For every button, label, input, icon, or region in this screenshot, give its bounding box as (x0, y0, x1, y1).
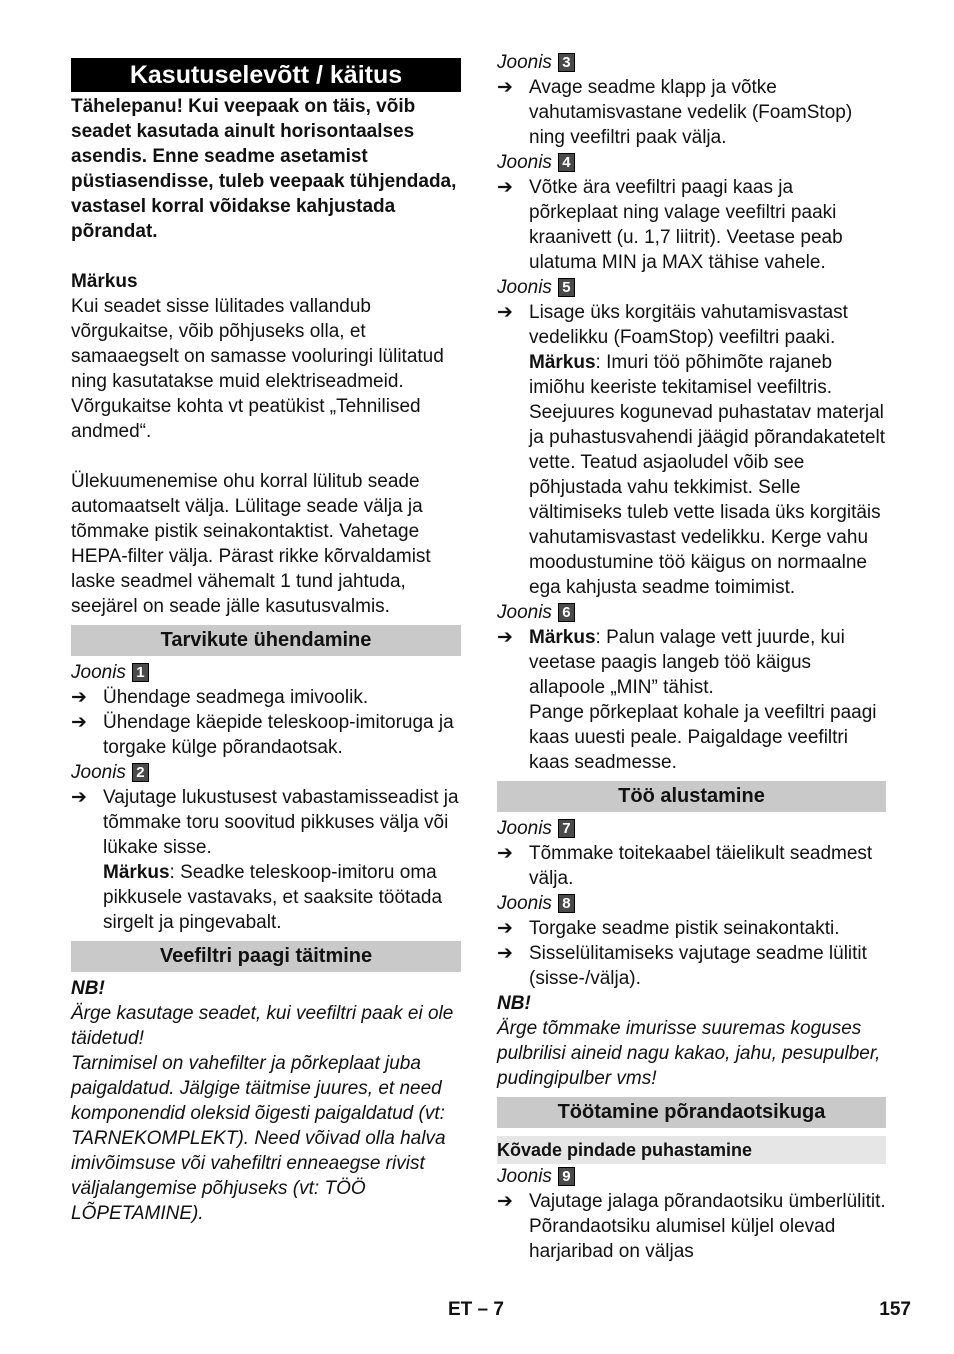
figure-label: Joonis (497, 277, 552, 298)
overheat-text: Ülekuumenemise ohu korral lülitub seade automaatselt välja. Lülitage seade välja ja tõmmake pistik seinakontaktist. Vahetage HEPA-filter välja. Pärast rikke kõrvaldamist laske seadmel vähemalt 1 tund jahtuda, seejärel on seade jälle kasutusvalmis. (71, 471, 431, 617)
section-heading-water-filter: Veefiltri paagi täitmine (71, 941, 461, 972)
right-column (497, 50, 886, 1264)
step-item (497, 1189, 886, 1264)
arrow-right-icon: ➔ (71, 787, 87, 808)
arrow-right-icon: ➔ (497, 177, 513, 198)
figure-ref (497, 600, 886, 625)
footer-page-number: 157 (879, 1299, 911, 1320)
nb-label: NB! (71, 978, 105, 999)
figure-ref (497, 816, 886, 841)
step-item (497, 625, 886, 775)
figure-label: Joonis (71, 662, 126, 683)
section-heading-start: Töö alustamine (497, 781, 886, 812)
figure-ref (497, 275, 886, 300)
step-text: Pange põrkeplaat kohale ja veefiltri paagi kaas uuesti peale. Paigaldage veefiltri kaas seadmesse. (529, 702, 877, 773)
figure-number: 4 (558, 153, 575, 172)
figure-label: Joonis (71, 762, 126, 783)
figure-ref (497, 891, 886, 916)
step-text: Sisselülitamiseks vajutage seadme lülitit (sisse-/välja). (529, 943, 867, 989)
step-item (497, 75, 886, 150)
subsection-heading-hard-floors: Kõvade pindade puhastamine (497, 1136, 886, 1164)
figure-label: Joonis (497, 818, 552, 839)
figure-number: 1 (132, 663, 149, 682)
note-label: Märkus (103, 862, 170, 883)
figure-number: 8 (558, 894, 575, 913)
step-text: Võtke ära veefiltri paagi kaas ja põrkeplaat ning valage veefiltri paaki kraanivett (u. 1,7 liitrit). Veetase peab ulatuma MIN ja MAX tähise vahele. (529, 177, 843, 273)
step-item (497, 300, 886, 600)
figure-ref (71, 760, 461, 785)
figure-label: Joonis (497, 52, 552, 73)
nb-text: Tarnimisel on vahefilter ja põrkeplaat juba paigaldatud. Jälgige täitmise juures, et need komponendid oleksid õigesti paigaldatud (vt: TARNEKOMPLEKT). Need võivad olla halva imivõimsuse või vahefiltri enneaegse rivist väljalangemise põhjuseks (vt: TÖÖ LÕPETAMINE). (71, 1053, 446, 1224)
figure-ref (497, 150, 886, 175)
figure-number: 6 (558, 603, 575, 622)
figure-ref (497, 1164, 886, 1189)
step-text: Torgake seadme pistik seinakontakti. (529, 918, 840, 939)
note-label: Märkus (529, 627, 596, 648)
arrow-right-icon: ➔ (497, 302, 513, 323)
note-label: Märkus (529, 352, 596, 373)
arrow-right-icon: ➔ (497, 1191, 513, 1212)
figure-number: 7 (558, 819, 575, 838)
step-text: Ühendage seadmega imivoolik. (103, 687, 369, 708)
figure-ref (497, 50, 886, 75)
arrow-right-icon: ➔ (497, 843, 513, 864)
footer-language-page: ET – 7 (448, 1299, 504, 1320)
note-heading: Märkus (71, 271, 138, 292)
figure-number: 3 (558, 53, 575, 72)
section-heading-accessories: Tarvikute ühendamine (71, 625, 461, 656)
figure-number: 2 (132, 763, 149, 782)
arrow-right-icon: ➔ (71, 687, 87, 708)
step-item (497, 841, 886, 891)
step-text: Lisage üks korgitäis vahutamisvastast vedelikku (FoamStop) veefiltri paaki. (529, 302, 848, 348)
nb-text: Ärge tõmmake imurisse suuremas koguses pulbrilisi aineid nagu kakao, jahu, pesupulber, pudingipulber vms! (497, 1018, 881, 1089)
step-item (497, 916, 886, 941)
page-title: Kasutuselevõtt / käitus (71, 58, 461, 92)
step-item (71, 685, 461, 710)
step-item (497, 175, 886, 275)
step-text: Vajutage lukustusest vabastamisseadist ja tõmmake toru soovitud pikkuses välja või lükake sisse. (103, 787, 459, 858)
arrow-right-icon: ➔ (497, 918, 513, 939)
section-heading-floor-nozzle: Töötamine põrandaotsikuga (497, 1097, 886, 1128)
arrow-right-icon: ➔ (497, 77, 513, 98)
figure-label: Joonis (497, 152, 552, 173)
arrow-right-icon: ➔ (497, 943, 513, 964)
nb-label: NB! (497, 993, 531, 1014)
figure-number: 5 (558, 278, 575, 297)
left-column (71, 50, 461, 1226)
figure-label: Joonis (497, 602, 552, 623)
note-text: Kui seadet sisse lülitades vallandub võrgukaitse, võib põhjuseks olla, et samaaegselt on samasse vooluringi lülitatud ning kasutatakse muid elektriseadmeid. Võrgukaitse kohta vt peatükist „Tehnilised andmed“. (71, 296, 444, 442)
step-text: Vajutage jalaga põrandaotsiku ümberlülitit. Põrandaotsiku alumisel küljel olevad harjaribad on väljas (529, 1191, 886, 1262)
figure-number: 9 (558, 1167, 575, 1186)
step-text: Ühendage käepide teleskoop-imitoruga ja torgake külge põrandaotsak. (103, 712, 454, 758)
step-item (71, 710, 461, 760)
figure-label: Joonis (497, 1166, 552, 1187)
step-text: Tõmmake toitekaabel täielikult seadmest välja. (529, 843, 873, 889)
note-text: : Seadke teleskoop-imitoru oma pikkusele vastavaks, et saaksite töötada sirgelt ja pingevabalt. (103, 862, 443, 933)
figure-ref (71, 660, 461, 685)
arrow-right-icon: ➔ (71, 712, 87, 733)
step-item (497, 941, 886, 991)
arrow-right-icon: ➔ (497, 627, 513, 648)
note-text: : Imuri töö põhimõte rajaneb imiõhu keeriste tekitamisel veefiltris. Seejuures kogunevad puhastatav materjal ja puhastusvahendi jäägid põrandakatetelt vette. Teatud asjaoludel võib see põhjustada vahu tekkimist. Selle vältimiseks tuleb vette lisada üks korgitäis vahutamisvastast vedelikku. Kerge vahu moodustumine töö käigus on normaalne ega kahjusta seadme toimimist. (529, 352, 885, 598)
step-text: Avage seadme klapp ja võtke vahutamisvastane vedelik (FoamStop) ning veefiltri paak välja. (529, 77, 853, 148)
figure-label: Joonis (497, 893, 552, 914)
warning-text: Tähelepanu! Kui veepaak on täis, võib seadet kasutada ainult horisontaalses asendis. Enne seadme asetamist püstiasendisse, tuleb veepaak tühjendada, vastasel korral võidakse kahjustada põrandat. (71, 96, 457, 242)
nb-text: Ärge kasutage seadet, kui veefiltri paak ei ole täidetud! (71, 1003, 454, 1049)
step-text: : Palun valage vett juurde, kui veetase paagis langeb töö käigus allapoole „MIN” tähist. (529, 627, 845, 698)
step-item (71, 785, 461, 935)
